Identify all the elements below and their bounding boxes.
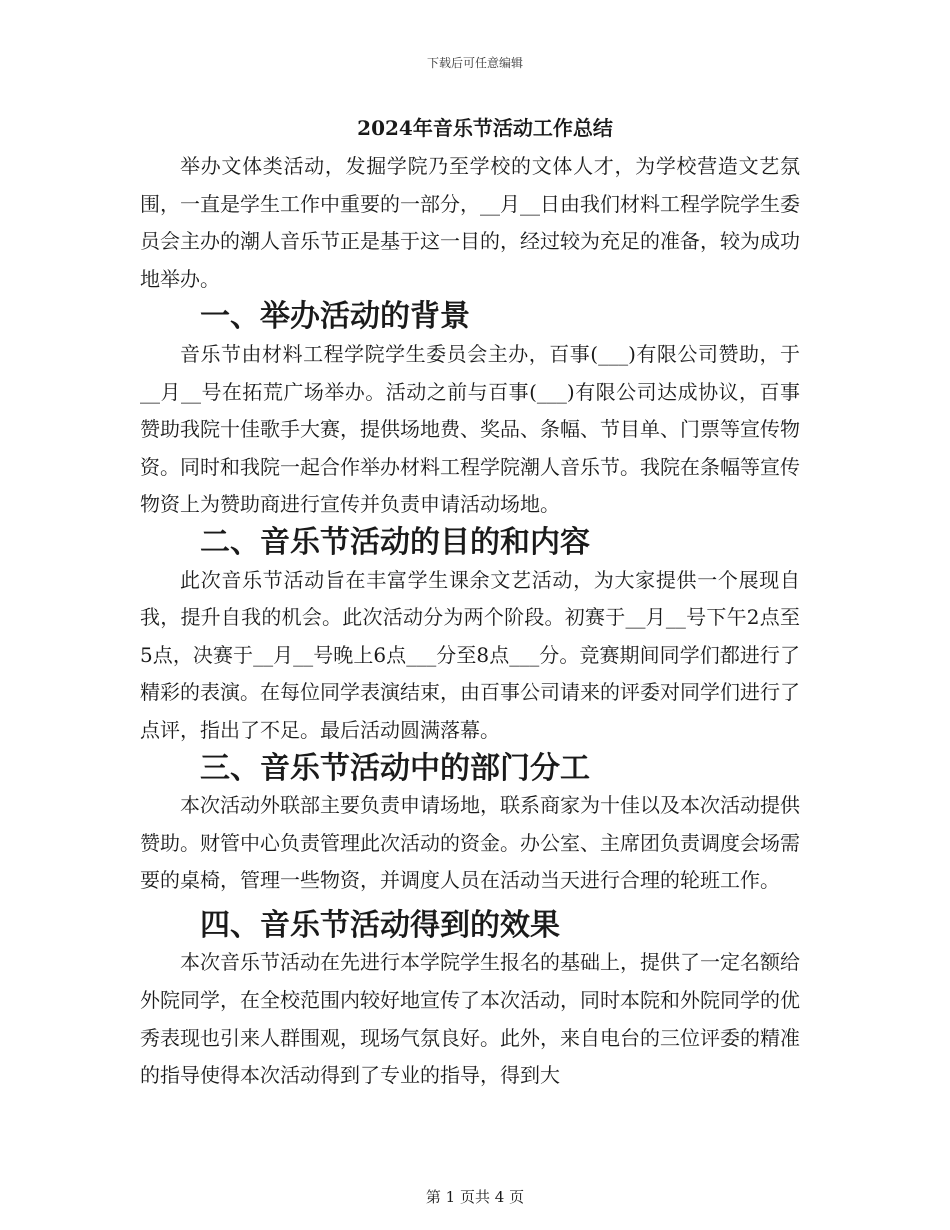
section-heading-purpose: 二、音乐节活动的目的和内容 bbox=[200, 524, 590, 560]
document-title: 2024年音乐节活动工作总结 bbox=[357, 116, 613, 140]
intro-paragraph: 举办文体类活动，发掘学院乃至学校的文体人才，为学校营造文艺氛围，一直是学生工作中重要的一部分，__月__日由我们材料工程学院学生委员会主办的潮人音乐节正是基于这一目的，经过较为充足的准备，较为成功地举办。 bbox=[140, 154, 800, 291]
section-paragraph: 本次音乐节活动在先进行本学院学生报名的基础上，提供了一定名额给外院同学，在全校范围内较好地宣传了本次活动，同时本院和外院同学的优秀表现也引来人群围观，现场气氛良好。此外，来自电台的三位评委的精准的指导使得本次活动得到了专业的指导，得到大 bbox=[140, 950, 800, 1088]
section-paragraph: 音乐节由材料工程学院学生委员会主办，百事(___)有限公司赞助，于__月__号在拓荒广场举办。活动之前与百事(___)有限公司达成协议，百事赞助我院十佳歌手大赛，提供场地费、奖品、条幅、节目单、门票等宣传物资。同时和我院一起合作举办材料工程学院潮人音乐节。我院在条幅等宣传物资上为赞助商进行宣传并负责申请活动场地。 bbox=[140, 341, 800, 517]
section-heading-background: 一、举办活动的背景 bbox=[200, 299, 470, 335]
section-heading-division: 三、音乐节活动中的部门分工 bbox=[200, 750, 590, 786]
page-number: 第 1 页共 4 页 bbox=[425, 1188, 525, 1206]
section-paragraph: 此次音乐节活动旨在丰富学生课余文艺活动，为大家提供一个展现自我，提升自我的机会。此次活动分为两个阶段。初赛于__月__号下午2点至5点，决赛于__月__号晚上6点___分至8点___分。竞赛期间同学们都进行了精彩的表演。在每位同学表演结束，由百事公司请来的评委对同学们进行了点评，指出了不足。最后活动圆满落幕。 bbox=[140, 567, 800, 742]
header-note: 下载后可任意编辑 bbox=[426, 56, 523, 70]
section-paragraph: 本次活动外联部主要负责申请场地，联系商家为十佳以及本次活动提供赞助。财管中心负责管理此次活动的资金。办公室、主席团负责调度会场需要的桌椅，管理一些物资，并调度人员在活动当天进行合理的轮班工作。 bbox=[140, 793, 800, 893]
document-body bbox=[140, 108, 800, 1095]
section-heading-effect: 四、音乐节活动得到的效果 bbox=[200, 907, 560, 943]
